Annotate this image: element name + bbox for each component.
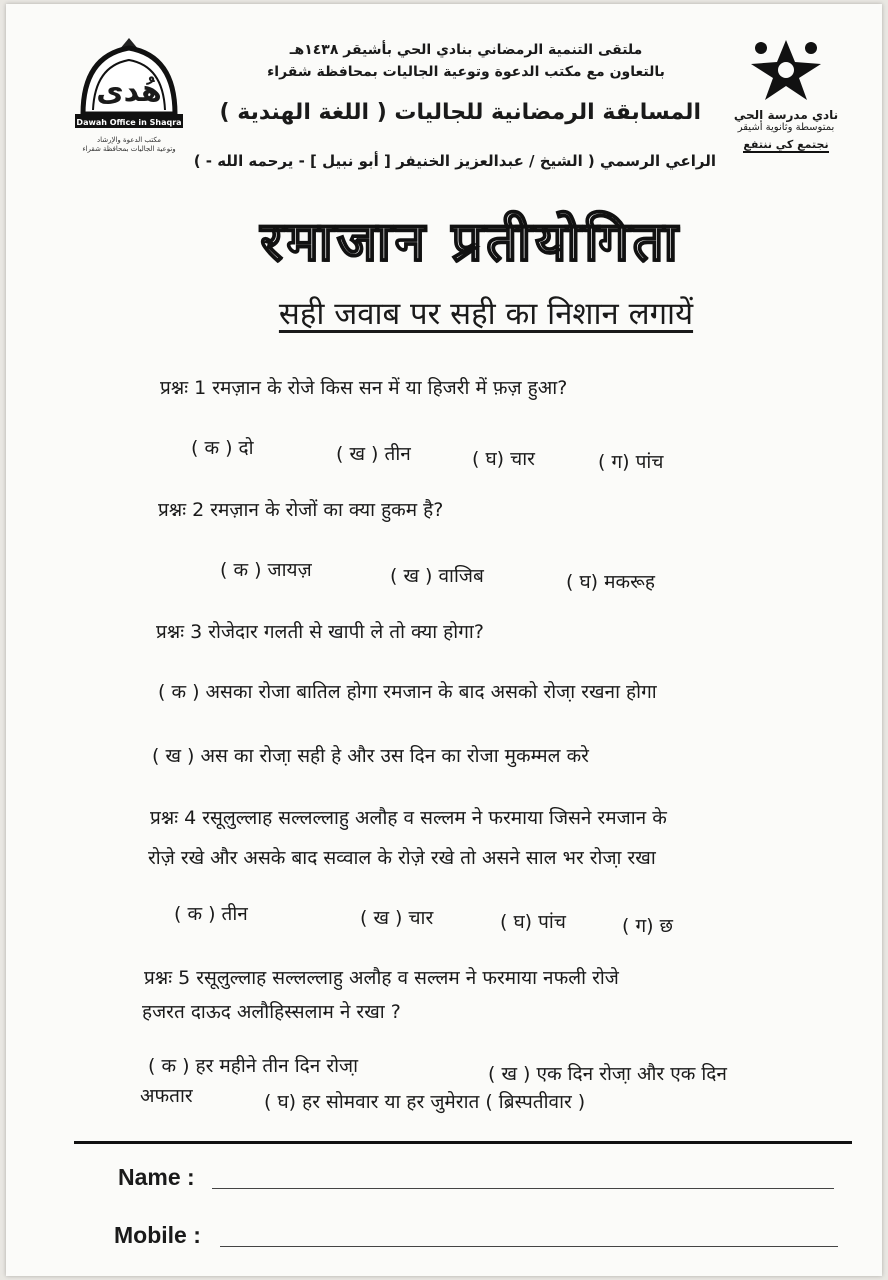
name-field[interactable] <box>212 1188 834 1189</box>
club-sub: بمتوسطة وثانوية أشيقر <box>737 122 835 133</box>
q5-option-ka[interactable]: ( क ) हर महीने तीन दिन रोजा़ <box>148 1055 359 1077</box>
q5-option-kha-continued: अफतार <box>140 1085 193 1107</box>
dawah-office-logo <box>64 34 194 154</box>
q1-option-ka[interactable]: ( क ) दो <box>191 437 254 459</box>
question-3: प्रश्नः 3 रोजेदार गलती से खापी ले तो क्या होगा? <box>156 621 484 643</box>
page-subtitle: सही जवाब पर सही का निशान लगायें <box>278 296 694 332</box>
question-4-line-2: रोजे़ रखे और असके बाद सव्वाल के रोजे़ रखे तो असने साल भर रोजा़ रखा <box>148 847 656 869</box>
name-label: Name : <box>118 1164 195 1190</box>
q1-option-kha[interactable]: ( ख ) तीन <box>336 443 411 465</box>
club-name: نادي مدرسة الحي <box>733 108 839 122</box>
q2-option-ka[interactable]: ( क ) जायज़ <box>220 559 312 581</box>
header-line-2: بالتعاون مع مكتب الدعوة وتوعية الجاليات بمحافظة شقراء <box>267 64 665 80</box>
question-1: प्रश्नः 1 रमज़ान के रोजे किस सन में या हिजरी में फ़ज़ हुआ? <box>160 377 568 399</box>
club-logo <box>716 34 856 153</box>
mobile-field[interactable] <box>220 1246 838 1247</box>
q3-option-kha[interactable]: ( ख ) अस का रोजा़ सही हे और उस दिन का रोजा मुकम्मल करे <box>152 745 589 767</box>
logo-caption: Dawah Office in Shaqra <box>76 118 182 127</box>
question-5-line-2: हजरत दाऊद अलौहिस्सलाम ने रखा ? <box>142 1001 401 1023</box>
header-line-1: ملتقى التنمية الرمضاني بنادي الحي بأشيقر ١٤٣٨هـ <box>289 42 643 58</box>
q4-option-ka[interactable]: ( क ) तीन <box>174 903 248 925</box>
q1-option-gha[interactable]: ( घ) चार <box>472 448 535 470</box>
question-2: प्रश्नः 2 रमज़ान के रोजों का क्या हुकम है? <box>158 499 444 521</box>
logo-glyph: هُدى <box>96 74 162 109</box>
page-title: रमाजान प्रतीयोगिता <box>260 210 682 273</box>
q2-option-kha[interactable]: ( ख ) वाजिब <box>390 565 484 587</box>
q5-option-gha[interactable]: ( घ) हर सोमवार या हर जुमेरात ( ब्रिस्पतीवार ) <box>264 1091 586 1113</box>
q4-option-gha[interactable]: ( घ) पांच <box>500 911 566 933</box>
worksheet-page <box>6 4 882 1276</box>
q5-option-kha[interactable]: ( ख ) एक दिन रोजा़ और एक दिन <box>488 1063 727 1085</box>
logo-sub-2: وتوعية الجاليات بمحافظة شقراء <box>82 145 176 153</box>
q2-option-gha[interactable]: ( घ) मकरूह <box>566 571 655 593</box>
q1-option-ga[interactable]: ( ग) पांच <box>598 451 664 473</box>
q3-option-ka[interactable]: ( क ) असका रोजा बातिल होगा रमजान के बाद असको रोजा़ रखना होगा <box>158 681 657 703</box>
q4-option-kha[interactable]: ( ख ) चार <box>360 907 434 929</box>
question-5-line-1: प्रश्नः 5 रसूलुल्लाह सल्लल्लाहु अलौह व सल्लम ने फरमाया नफली रोजे <box>144 967 619 989</box>
mobile-label: Mobile : <box>114 1222 201 1248</box>
club-tagline: نجتمع كي ننتفع <box>743 138 829 151</box>
section-divider <box>74 1141 852 1144</box>
star-figures-icon <box>741 34 831 104</box>
header-arabic-title: المسابقة الرمضانية للجاليات ( اللغة الهندية ) <box>219 100 701 125</box>
q4-option-ga[interactable]: ( ग) छ <box>622 915 673 937</box>
logo-sub-1: مكتب الدعوة والإرشاد <box>96 136 162 144</box>
question-4-line-1: प्रश्नः 4 रसूलुल्लाह सल्लल्लाहु अलौह व सल्लम ने फरमाया जिसने रमजान के <box>150 807 667 829</box>
header-sponsor: الراعي الرسمي ( الشيخ / عبدالعزيز الخنيفر [ أبو نبيل ] - يرحمه الله - ) <box>193 152 716 170</box>
